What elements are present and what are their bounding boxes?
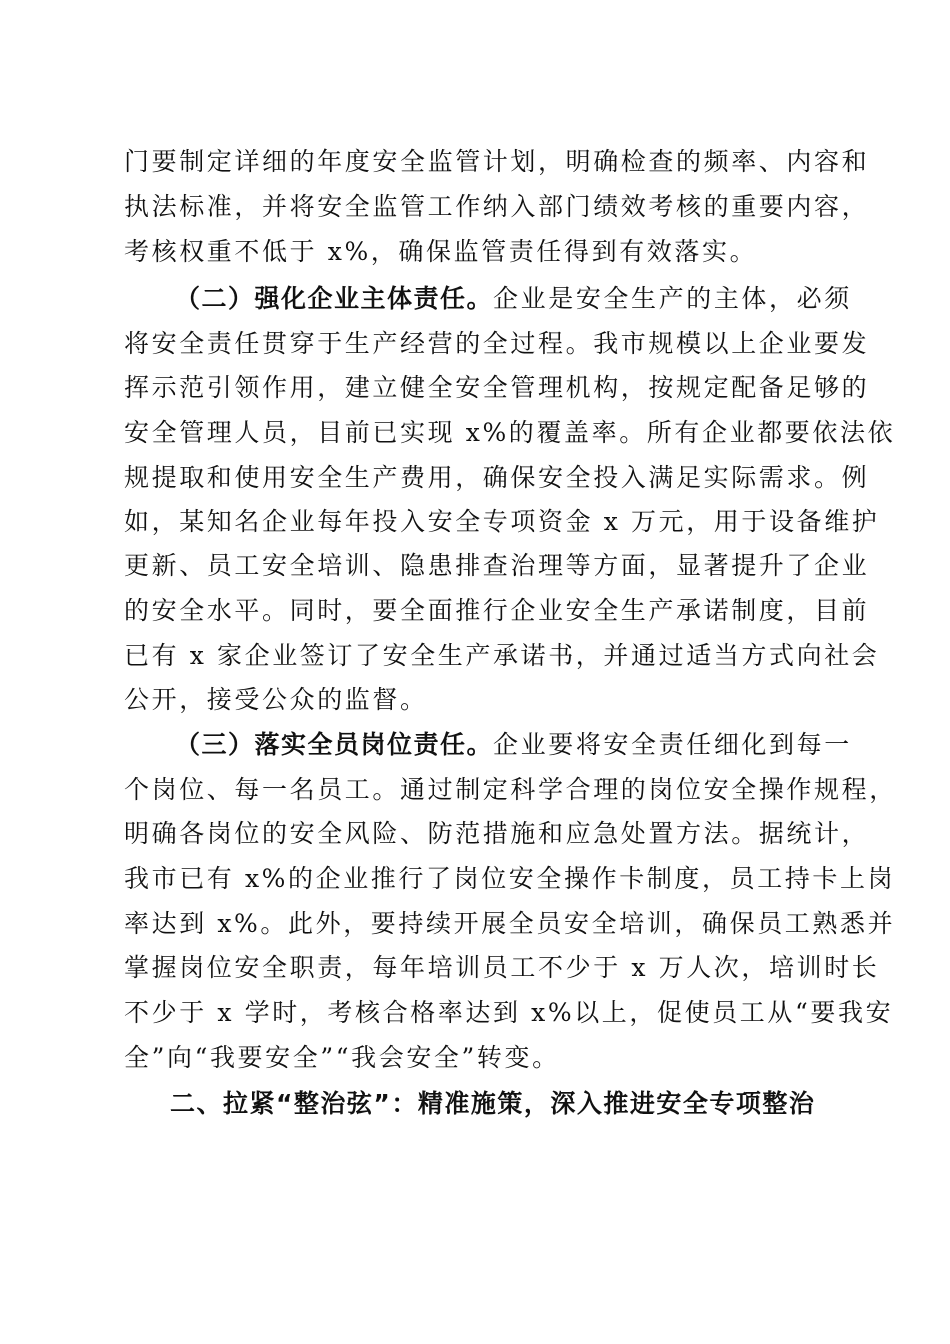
paragraph-line: 规提取和使用安全生产费用，确保安全投入满足实际需求。例 bbox=[124, 463, 870, 492]
paragraph-lead: （三）落实全员岗位责任。 bbox=[175, 730, 494, 759]
paragraph-first-line bbox=[175, 283, 895, 315]
paragraph-line: 不少于 x 学时，考核合格率达到 x%以上，促使员工从“要我安 bbox=[124, 998, 894, 1027]
paragraph-line: 更新、员工安全培训、隐患排查治理等方面，显著提升了企业 bbox=[124, 551, 870, 580]
paragraph-line: 考核权重不低于 x%，确保监管责任得到有效落实。 bbox=[124, 237, 758, 266]
paragraph-line: 执法标准，并将安全监管工作纳入部门绩效考核的重要内容， bbox=[124, 192, 870, 221]
paragraph-line: 掌握岗位安全职责，每年培训员工不少于 x 万人次，培训时长 bbox=[124, 953, 880, 982]
paragraph-line: 如，某知名企业每年投入安全专项资金 x 万元，用于设备维护 bbox=[124, 507, 880, 536]
paragraph-lead: （二）强化企业主体责任。 bbox=[175, 284, 494, 313]
paragraph-line: 的安全水平。同时，要全面推行企业安全生产承诺制度，目前 bbox=[124, 596, 870, 625]
paragraph-line: 明确各岗位的安全风险、防范措施和应急处置方法。据统计， bbox=[124, 819, 870, 848]
paragraph-lead-rest: 企业是安全生产的主体，必须 bbox=[493, 284, 852, 313]
paragraph-line: 公开，接受公众的监督。 bbox=[124, 685, 428, 714]
paragraph-line: 已有 x 家企业签订了安全生产承诺书，并通过适当方式向社会 bbox=[124, 641, 880, 670]
paragraph-line: 门要制定详细的年度安全监管计划，明确检查的频率、内容和 bbox=[124, 147, 870, 176]
paragraph-line: 全”向“我要安全”“我会安全”转变。 bbox=[124, 1043, 560, 1072]
paragraph-line: 安全管理人员，目前已实现 x%的覆盖率。所有企业都要依法依 bbox=[124, 418, 896, 447]
section-heading: 二、拉紧“整治弦”：精准施策，深入推进安全专项整治 bbox=[170, 1089, 816, 1118]
paragraph-line: 个岗位、每一名员工。通过制定科学合理的岗位安全操作规程， bbox=[124, 775, 897, 804]
paragraph-first-line bbox=[175, 729, 895, 761]
paragraph-line: 我市已有 x%的企业推行了岗位安全操作卡制度，员工持卡上岗 bbox=[124, 864, 896, 893]
paragraph-line: 挥示范引领作用，建立健全安全管理机构，按规定配备足够的 bbox=[124, 373, 870, 402]
paragraph-line: 率达到 x%。此外，要持续开展全员安全培训，确保员工熟悉并 bbox=[124, 909, 896, 938]
paragraph-lead-rest: 企业要将安全责任细化到每一 bbox=[493, 730, 852, 759]
paragraph-line: 将安全责任贯穿于生产经营的全过程。我市规模以上企业要发 bbox=[124, 329, 870, 358]
